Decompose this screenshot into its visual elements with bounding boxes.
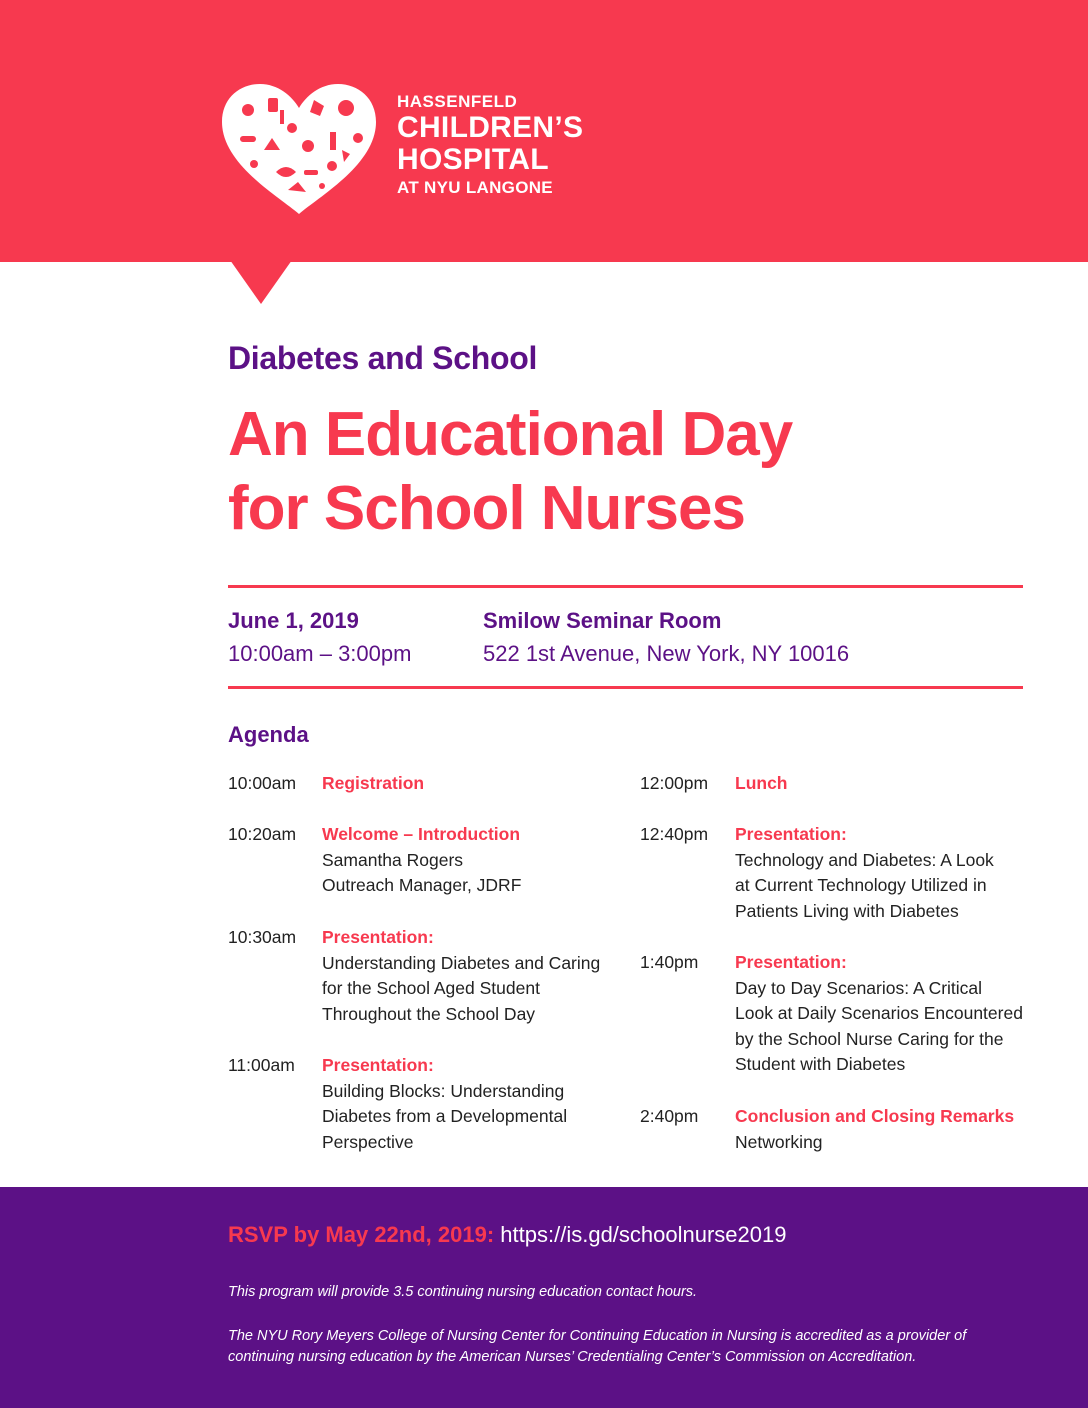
agenda-detail: Diabetes from a Developmental xyxy=(322,1106,568,1126)
agenda-detail: Networking xyxy=(735,1131,823,1152)
agenda-detail: Day to Day Scenarios: A Critical xyxy=(735,977,983,998)
accreditation-note xyxy=(228,1326,966,1368)
agenda-time: 1:40pm xyxy=(640,952,699,972)
agenda-time: 2:40pm xyxy=(640,1106,699,1126)
agenda-title: Lunch xyxy=(735,773,788,793)
event-title xyxy=(228,398,792,546)
event-date: June 1, 2019 xyxy=(228,608,359,633)
event-time: 10:00am – 3:00pm xyxy=(228,641,412,666)
agenda-detail: Building Blocks: Understanding xyxy=(322,1080,565,1101)
agenda-time: 10:00am xyxy=(228,773,297,793)
contact-hours-note xyxy=(228,1282,697,1303)
rsvp-line xyxy=(228,1222,786,1248)
agenda-time: 12:00pm xyxy=(640,773,709,793)
agenda-detail: for the School Aged Student xyxy=(322,978,540,998)
heart-collage-icon xyxy=(218,80,380,216)
agenda-time: 10:30am xyxy=(228,927,297,947)
contact-hours-text: This program will provide 3.5 continuing nursing education contact hours. xyxy=(228,1284,698,1300)
accreditation-line-2: continuing nursing education by the American Nurses’ Credentialing Center’s Commission on Accreditation. xyxy=(228,1349,917,1365)
agenda-detail: Throughout the School Day xyxy=(322,1003,536,1024)
agenda-title: Presentation: xyxy=(735,824,847,844)
top-divider xyxy=(228,585,1023,588)
event-location xyxy=(483,604,849,670)
rsvp-link[interactable]: https://is.gd/schoolnurse2019 xyxy=(500,1222,787,1247)
banner-pointer xyxy=(230,260,292,304)
event-title-line-2: for School Nurses xyxy=(228,474,745,543)
agenda-heading: Agenda xyxy=(228,722,309,747)
event-venue: Smilow Seminar Room xyxy=(483,608,722,633)
agenda-title: Conclusion and Closing Remarks xyxy=(735,1106,1015,1126)
agenda-detail: at Current Technology Utilized in xyxy=(735,875,987,895)
agenda-title: Presentation: xyxy=(322,927,434,947)
agenda-detail: Technology and Diabetes: A Look xyxy=(735,849,994,870)
event-subtitle: Diabetes and School xyxy=(228,340,538,376)
agenda-detail: Student with Diabetes xyxy=(735,1054,906,1074)
logo-line-hassenfeld: HASSENFELD xyxy=(397,92,518,111)
rsvp-deadline: RSVP by May 22nd, 2019: xyxy=(228,1222,495,1247)
agenda-detail: Perspective xyxy=(322,1131,414,1152)
accreditation-line-1: The NYU Rory Meyers College of Nursing Center for Continuing Education in Nursing is accredited as a provider of xyxy=(228,1328,967,1344)
agenda-title: Welcome – Introduction xyxy=(322,824,521,844)
event-title-line-1: An Educational Day xyxy=(228,400,793,469)
logo-line-childrens: CHILDREN’S xyxy=(397,111,584,144)
agenda-title: Presentation: xyxy=(322,1055,434,1075)
logo-line-hospital: HOSPITAL xyxy=(397,143,549,176)
agenda-time: 12:40pm xyxy=(640,824,709,844)
agenda-title: Registration xyxy=(322,773,425,793)
agenda-detail: Outreach Manager, JDRF xyxy=(322,875,522,895)
agenda-title: Presentation: xyxy=(735,952,847,972)
bottom-divider xyxy=(228,686,1023,689)
agenda-detail: Look at Daily Scenarios Encountered xyxy=(735,1003,1023,1023)
agenda-time: 10:20am xyxy=(228,824,297,844)
event-address: 522 1st Avenue, New York, NY 10016 xyxy=(483,641,850,666)
event-datetime xyxy=(228,604,411,670)
agenda-detail: Samantha Rogers xyxy=(322,849,464,870)
agenda-detail: Understanding Diabetes and Caring xyxy=(322,952,601,973)
agenda-time: 11:00am xyxy=(228,1055,295,1075)
logo-line-nyu-langone: AT NYU LANGONE xyxy=(397,178,553,197)
agenda-detail: by the School Nurse Caring for the xyxy=(735,1028,1004,1049)
agenda-detail: Patients Living with Diabetes xyxy=(735,900,959,921)
hospital-logo-text xyxy=(397,92,583,200)
